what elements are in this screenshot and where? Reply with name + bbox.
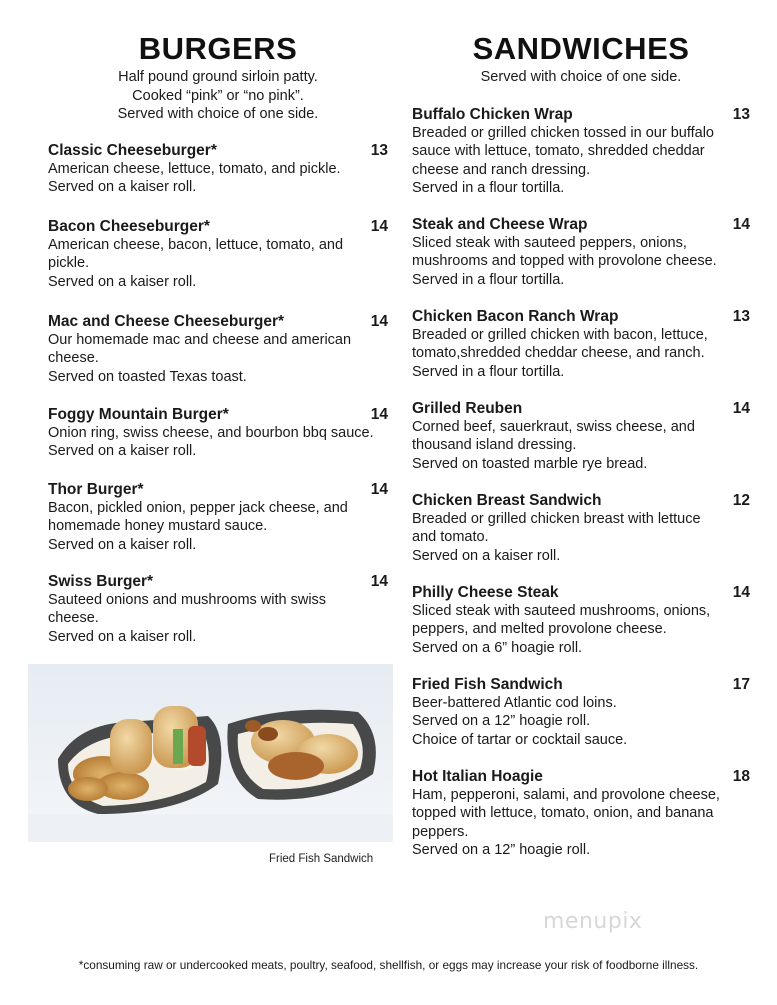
item-desc-line: Served on a kaiser roll.: [48, 628, 197, 645]
item-desc-line: tomato,shredded cheddar cheese, and ranch.: [412, 345, 705, 362]
item-price: 14: [370, 406, 388, 423]
item-desc-line: Served on a 12” hoagie roll.: [412, 713, 591, 730]
item-desc-line: Served on a kaiser roll.: [48, 536, 197, 553]
menu-item-philly-cheese-steak: [412, 583, 750, 657]
item-price: 14: [732, 584, 750, 601]
burgers-subtitle-line: Half pound ground sirloin patty.: [118, 69, 318, 85]
fried-fish-sandwich-image: [28, 664, 393, 842]
item-desc-line: Sauteed onions and mushrooms with swiss: [48, 592, 327, 608]
item-name: Chicken Bacon Ranch Wrap: [412, 308, 619, 325]
item-desc-line: Served on a kaiser roll.: [48, 443, 197, 460]
item-name: Fried Fish Sandwich: [412, 676, 563, 693]
item-price: 14: [370, 481, 388, 498]
item-name: Mac and Cheese Cheeseburger*: [48, 313, 285, 330]
menu-item-hot-italian-hoagie: [412, 767, 750, 859]
burgers-subtitle: [48, 68, 388, 124]
item-desc-line: Served on a kaiser roll.: [412, 547, 561, 564]
item-desc-line: sauce with lettuce, tomato, shredded cheddar: [412, 143, 705, 160]
item-price: 17: [732, 676, 750, 693]
menupix-watermark: menupix: [543, 909, 643, 934]
burgers-subtitle-line: Served with choice of one side.: [117, 106, 319, 122]
menu-item-classic-cheeseburger: [48, 141, 388, 197]
item-desc-line: Breaded or grilled chicken breast with lettuce: [412, 511, 701, 527]
item-desc-line: cheese.: [48, 350, 99, 367]
item-desc-line: Breaded or grilled chicken tossed in our buffalo: [412, 125, 715, 141]
item-desc-line: topped with lettuce, tomato, onion, and banana: [412, 805, 714, 822]
menu-item-bacon-cheeseburger: [48, 217, 388, 291]
item-desc-line: Sliced steak with sauteed mushrooms, onions,: [412, 603, 711, 619]
item-name: Philly Cheese Steak: [412, 584, 559, 601]
item-name: Swiss Burger*: [48, 573, 154, 590]
menu-item-steak-and-cheese-wrap: [412, 215, 750, 289]
burgers-section: [48, 30, 388, 645]
item-desc-line: Breaded or grilled chicken with bacon, lettuce,: [412, 327, 708, 343]
item-price: 14: [370, 218, 388, 235]
burgers-subtitle-line: Cooked “pink” or “no pink”.: [132, 87, 304, 104]
item-desc-line: pickle.: [48, 255, 90, 272]
menu-item-thor-burger: [48, 480, 388, 554]
sandwiches-subtitle: Served with choice of one side.: [480, 69, 682, 85]
photo-caption: Fried Fish Sandwich: [269, 853, 374, 865]
menu-item-fried-fish-sandwich: [412, 675, 750, 749]
item-desc-line: Served in a flour tortilla.: [412, 179, 565, 196]
item-desc-line: Served on a kaiser roll.: [48, 179, 197, 196]
item-desc-line: cheese.: [48, 610, 99, 627]
item-desc-line: Our homemade mac and cheese and american: [48, 332, 352, 348]
item-price: 14: [370, 313, 388, 330]
item-desc-line: Sliced steak with sauteed peppers, onions,: [412, 235, 687, 251]
item-desc-line: American cheese, bacon, lettuce, tomato, and: [48, 237, 344, 253]
menu-item-buffalo-chicken-wrap: [412, 105, 750, 197]
item-desc-line: Served on a kaiser roll.: [48, 273, 197, 290]
item-desc-line: thousand island dressing.: [412, 437, 577, 454]
item-name: Thor Burger*: [48, 481, 144, 498]
item-name: Classic Cheeseburger*: [48, 142, 217, 159]
item-name: Chicken Breast Sandwich: [412, 492, 602, 509]
sandwiches-section: [412, 30, 750, 858]
item-name: Bacon Cheeseburger*: [48, 218, 210, 235]
item-name: Buffalo Chicken Wrap: [412, 106, 573, 123]
item-price: 18: [732, 768, 750, 785]
food-photo: [28, 664, 393, 842]
item-name: Hot Italian Hoagie: [412, 768, 543, 785]
menu-item-swiss-burger: [48, 572, 388, 646]
item-desc-line: cheese and ranch dressing.: [412, 161, 591, 178]
item-desc-line: American cheese, lettuce, tomato, and pickle.: [48, 161, 341, 177]
item-desc-line: Onion ring, swiss cheese, and bourbon bbq sauce.: [48, 425, 374, 441]
menu-item-chicken-breast-sandwich: [412, 491, 750, 565]
item-desc-line: Served on a 12” hoagie roll.: [412, 841, 591, 858]
item-price: 13: [732, 308, 750, 325]
item-desc-line: Choice of tartar or cocktail sauce.: [412, 731, 628, 748]
item-desc-line: Bacon, pickled onion, pepper jack cheese, and: [48, 500, 348, 516]
item-price: 13: [370, 142, 388, 159]
item-price: 13: [732, 106, 750, 123]
consumer-advisory-footnote: *consuming raw or undercooked meats, poultry, seafood, shellfish, or eggs may increase your risk of foodborne illness.: [78, 958, 699, 972]
item-price: 14: [370, 573, 388, 590]
item-desc-line: Beer-battered Atlantic cod loins.: [412, 695, 617, 711]
item-name: Foggy Mountain Burger*: [48, 406, 229, 423]
item-price: 14: [732, 216, 750, 233]
item-price: 12: [732, 492, 750, 509]
menu-item-grilled-reuben: [412, 399, 750, 473]
item-desc-line: Ham, pepperoni, salami, and provolone cheese,: [412, 787, 720, 803]
item-name: Steak and Cheese Wrap: [412, 216, 588, 233]
item-desc-line: and tomato.: [412, 529, 489, 546]
item-desc-line: Corned beef, sauerkraut, swiss cheese, and: [412, 419, 695, 435]
item-desc-line: Served on toasted marble rye bread.: [412, 455, 648, 472]
item-desc-line: mushrooms and topped with provolone cheese.: [412, 253, 717, 270]
sandwiches-title: SANDWICHES: [472, 31, 690, 66]
item-name: Grilled Reuben: [412, 400, 523, 417]
item-desc-line: peppers, and melted provolone cheese.: [412, 621, 667, 638]
item-price: 14: [732, 400, 750, 417]
menu-item-chicken-bacon-ranch-wrap: [412, 307, 750, 381]
item-desc-line: peppers.: [412, 823, 469, 840]
item-desc-line: homemade honey mustard sauce.: [48, 518, 268, 535]
item-desc-line: Served on toasted Texas toast.: [48, 368, 247, 385]
item-desc-line: Served in a flour tortilla.: [412, 271, 565, 288]
burgers-title: BURGERS: [138, 31, 298, 66]
item-desc-line: Served in a flour tortilla.: [412, 363, 565, 380]
menu-item-foggy-mountain-burger: [48, 405, 388, 461]
menu-item-mac-and-cheese-cheeseburger: [48, 312, 388, 386]
item-desc-line: Served on a 6” hoagie roll.: [412, 639, 583, 656]
